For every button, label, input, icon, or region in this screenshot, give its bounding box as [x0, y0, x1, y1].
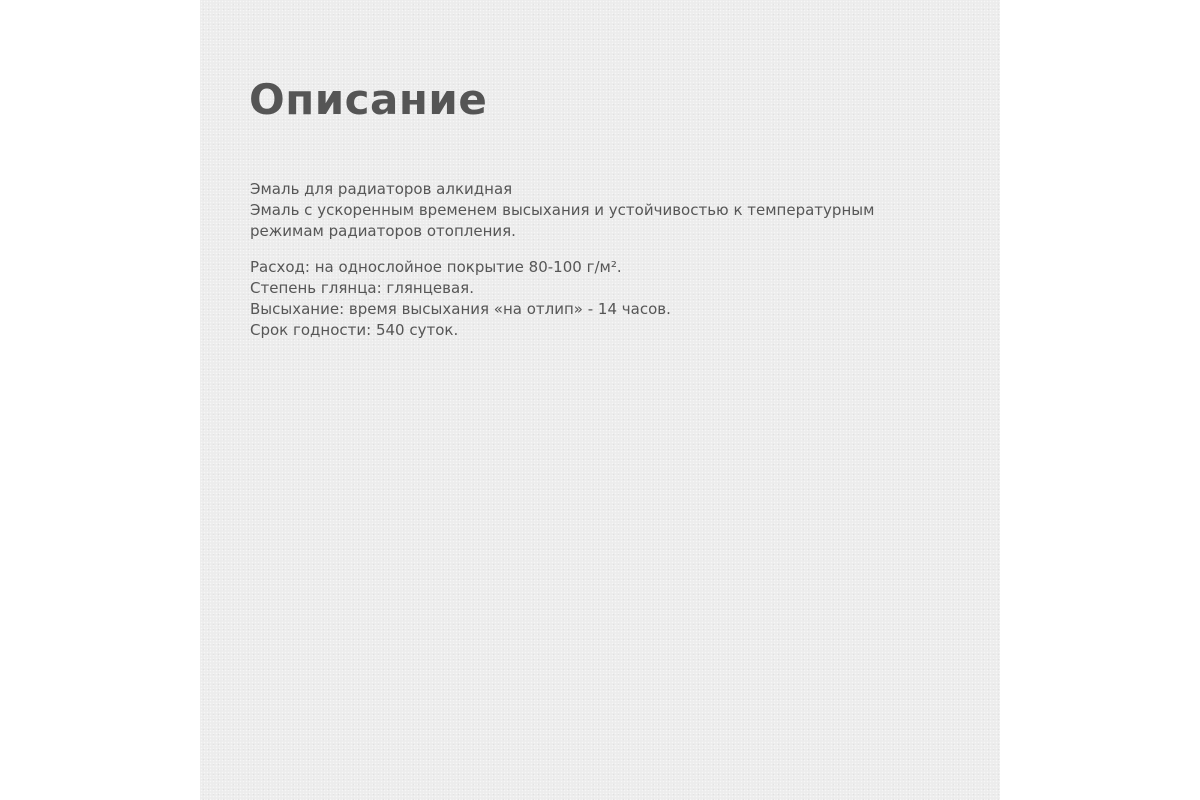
product-name-line: Эмаль для радиаторов алкидная — [250, 180, 513, 198]
product-description-line-1: Эмаль с ускоренным временем высыхания и устойчивостью к температурным — [250, 201, 875, 219]
paragraph-spacer — [250, 242, 950, 257]
spec-drying: Высыхание: время высыхания «на отлип» - 14 часов. — [250, 300, 671, 318]
description-body — [250, 179, 950, 341]
description-panel — [200, 0, 1000, 800]
spec-consumption: Расход: на однослойное покрытие 80-100 г/м². — [250, 258, 622, 276]
spec-shelf-life: Срок годности: 540 суток. — [250, 321, 459, 339]
page-title: Описание — [249, 75, 488, 124]
spec-gloss: Степень глянца: глянцевая. — [250, 279, 474, 297]
product-description-line-2: режимам радиаторов отопления. — [250, 222, 516, 240]
